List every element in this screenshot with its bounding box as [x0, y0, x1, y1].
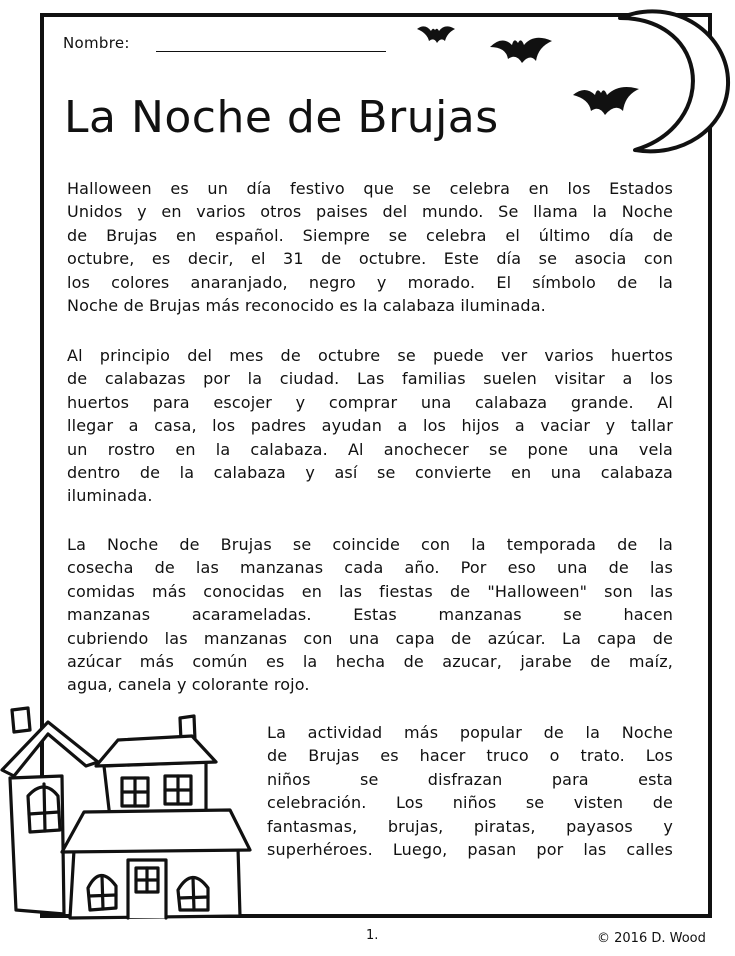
bat-icon [573, 87, 639, 115]
text-line: comidas más conocidas en las fiestas de "Halloween" son las [67, 581, 673, 601]
text-line: de calabazas por la ciudad. Las familias suelen visitar a los [67, 369, 673, 389]
page-number: 1. [366, 928, 379, 943]
text-line: de Brujas es hacer truco o trato. Los [267, 746, 673, 766]
text-line: celebración. Los niños se visten de [267, 793, 673, 813]
bat-icon [417, 26, 455, 43]
paragraph-3 [67, 533, 673, 697]
text-line: dentro de la calabaza y así se convierte en una calabaza [67, 463, 673, 483]
text-line: niños se disfrazan para esta [267, 769, 673, 789]
copyright-notice: © 2016 D. Wood [597, 931, 706, 946]
text-line: La Noche de Brujas se coincide con la temporada de la [67, 535, 673, 554]
text-line: fantasmas, brujas, piratas, payasos y [267, 816, 673, 836]
text-line: Noche de Brujas más reconocido es la calabaza iluminada. [67, 296, 546, 316]
text-line: agua, canela y colorante rojo. [67, 675, 310, 695]
text-line: iluminada. [67, 486, 153, 506]
text-line: Unidos y en varios otros paises del mundo. Se llama la Noche [67, 202, 673, 222]
text-line: Al principio del mes de octubre se puede ver varios huertos [67, 346, 673, 365]
text-line: cubriendo las manzanas con una capa de azúcar. La capa de [67, 628, 673, 648]
bat-icon [490, 38, 552, 63]
text-line: octubre, es decir, el 31 de octubre. Este día se asocia con [67, 249, 673, 269]
text-line: manzanas acarameladas. Estas manzanas se hacen [67, 605, 673, 625]
text-line: los colores anaranjado, negro y morado. El símbolo de la [67, 272, 673, 292]
text-line: azúcar más común es la hecha de azucar, jarabe de maíz, [67, 652, 673, 672]
name-label: Nombre: [63, 34, 130, 52]
haunted-house-icon [0, 700, 255, 920]
paragraph-4 [267, 721, 673, 861]
paragraph-1 [67, 177, 673, 317]
text-line: un rostro en la calabaza. Al anochecer se pone una vela [67, 439, 673, 459]
text-line: superhéroes. Luego, pasan por las calles [267, 840, 673, 860]
text-line: de Brujas en español. Siempre se celebra el último día de [67, 225, 673, 245]
text-line: La actividad más popular de la Noche [267, 723, 673, 742]
paragraph-2 [67, 344, 673, 508]
text-line: huertos para escojer y comprar una calabaza grande. Al [67, 392, 673, 412]
text-line: cosecha de las manzanas cada año. Por eso una de las [67, 558, 673, 578]
text-line: Halloween es un día festivo que se celebra en los Estados [67, 179, 673, 198]
page-title: La Noche de Brujas [64, 92, 499, 143]
name-line [156, 51, 386, 52]
text-line: llegar a casa, los padres ayudan a los hijos a vaciar y tallar [67, 416, 673, 436]
